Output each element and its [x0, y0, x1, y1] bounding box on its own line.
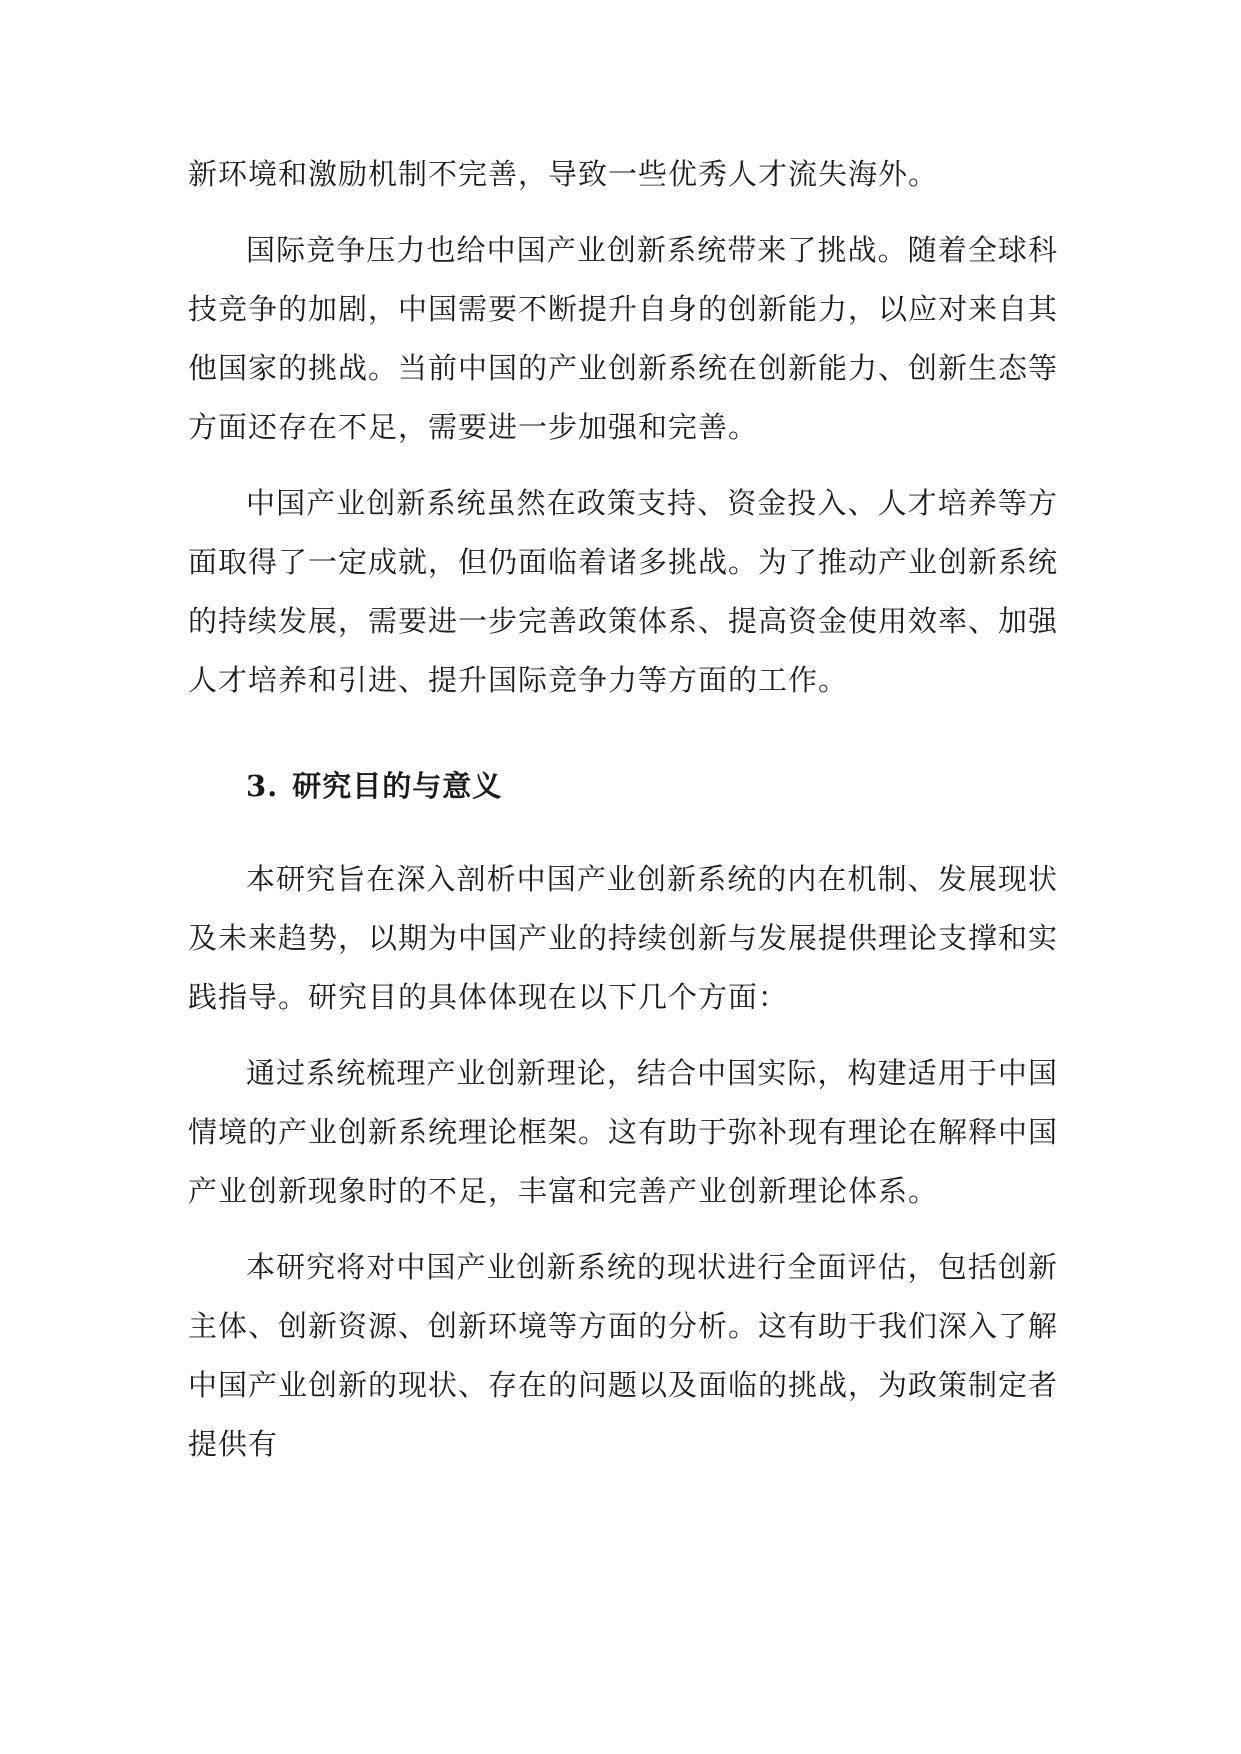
section-heading — [188, 757, 1058, 816]
section-number: 3. — [246, 769, 279, 803]
paragraph-summary-challenges: 中国产业创新系统虽然在政策支持、资金投入、人才培养等方面取得了一定成就，但仍面临着诸多挑战。为了推动产业创新系统的持续发展，需要进一步完善政策体系、提高资金使用效率、加强人才培养和引进、提升国际竞争力等方面的工作。 — [188, 486, 1059, 697]
paragraph-research-aim: 本研究旨在深入剖析中国产业创新系统的内在机制、发展现状及未来趋势，以期为中国产业的持续创新与发展提供理论支撑和实践指导。研究目的具体体现在以下几个方面： — [188, 862, 1059, 1014]
body-text-top — [188, 145, 1058, 710]
body-text-bottom — [188, 850, 1058, 1474]
paragraph-continued: 新环境和激励机制不完善，导致一些优秀人才流失海外。 — [188, 157, 939, 191]
paragraph-status-evaluation: 本研究将对中国产业创新系统的现状进行全面评估，包括创新主体、创新资源、创新环境等方面的分析。这有助于我们深入了解中国产业创新的现状、存在的问题以及面临的挑战，为政策制定者提供有 — [188, 1250, 1059, 1461]
section-heading-wrapper — [188, 757, 1058, 816]
paragraph-theory-framework: 通过系统梳理产业创新理论，结合中国实际，构建适用于中国情境的产业创新系统理论框架。这有助于弥补现有理论在解释中国产业创新现象时的不足，丰富和完善产业创新理论体系。 — [188, 1056, 1059, 1208]
paragraph-international-competition: 国际竞争压力也给中国产业创新系统带来了挑战。随着全球科技竞争的加剧，中国需要不断提升自身的创新能力，以应对来自其他国家的挑战。当前中国的产业创新系统在创新能力、创新生态等方面还存在不足，需要进一步加强和完善。 — [188, 233, 1059, 444]
section-title: 研究目的与意义 — [292, 769, 503, 803]
